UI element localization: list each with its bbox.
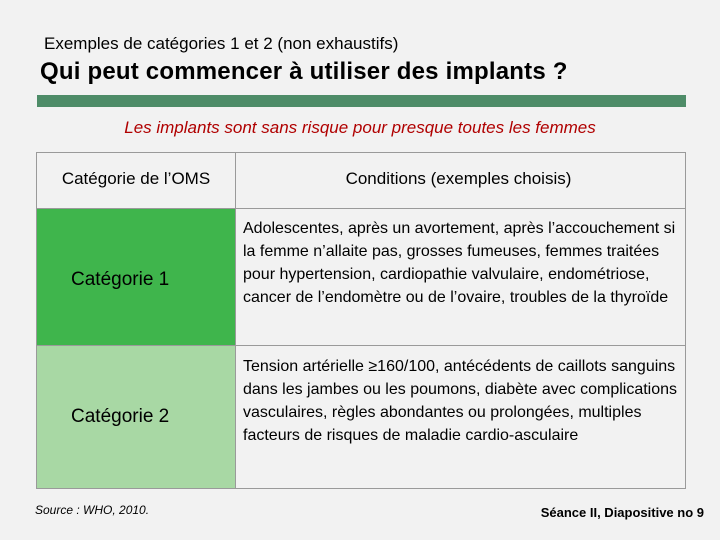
category-2-conditions-text: Tension artérielle ≥160/100, antécédents de caillots sanguins dans les jambes ou les poumons, diabète avec complications vasculaires, règles abondantes ou prolongées, multiples facteurs de risques de maladie cardio-asculaire <box>243 358 678 444</box>
category-2-conditions-cell <box>236 346 685 488</box>
category-2-label: Catégorie 2 <box>71 406 170 427</box>
slide-supertitle: Exemples de catégories 1 et 2 (non exhaustifs) <box>44 34 399 53</box>
category-1-label: Catégorie 1 <box>71 269 170 290</box>
slide-title: Qui peut commencer à utiliser des implants ? <box>40 58 568 85</box>
source-note: Source : WHO, 2010. <box>35 503 150 517</box>
slide-reference: Séance II, Diapositive no 9 <box>540 505 704 520</box>
title-underline-bar <box>37 95 686 107</box>
slide-subtitle: Les implants sont sans risque pour presque toutes les femmes <box>124 118 596 137</box>
category-2-cell <box>37 346 236 488</box>
category-1-cell <box>37 209 236 346</box>
column-header-conditions-label: Conditions (exemples choisis) <box>345 169 572 188</box>
category-1-conditions-cell <box>236 209 685 346</box>
column-header-category <box>37 153 236 209</box>
column-header-conditions <box>236 153 685 209</box>
column-header-category-label: Catégorie de l’OMS <box>61 169 211 188</box>
categories-table <box>36 152 686 489</box>
category-1-conditions-text: Adolescentes, après un avortement, après l’accouchement si la femme n’allaite pas, grosses fumeuses, femmes traitées pour hypertension, cardiopathie valvulaire, endométriose, cancer de l’endomètre ou de l’ovaire, troubles de la thyroïde <box>243 220 676 306</box>
